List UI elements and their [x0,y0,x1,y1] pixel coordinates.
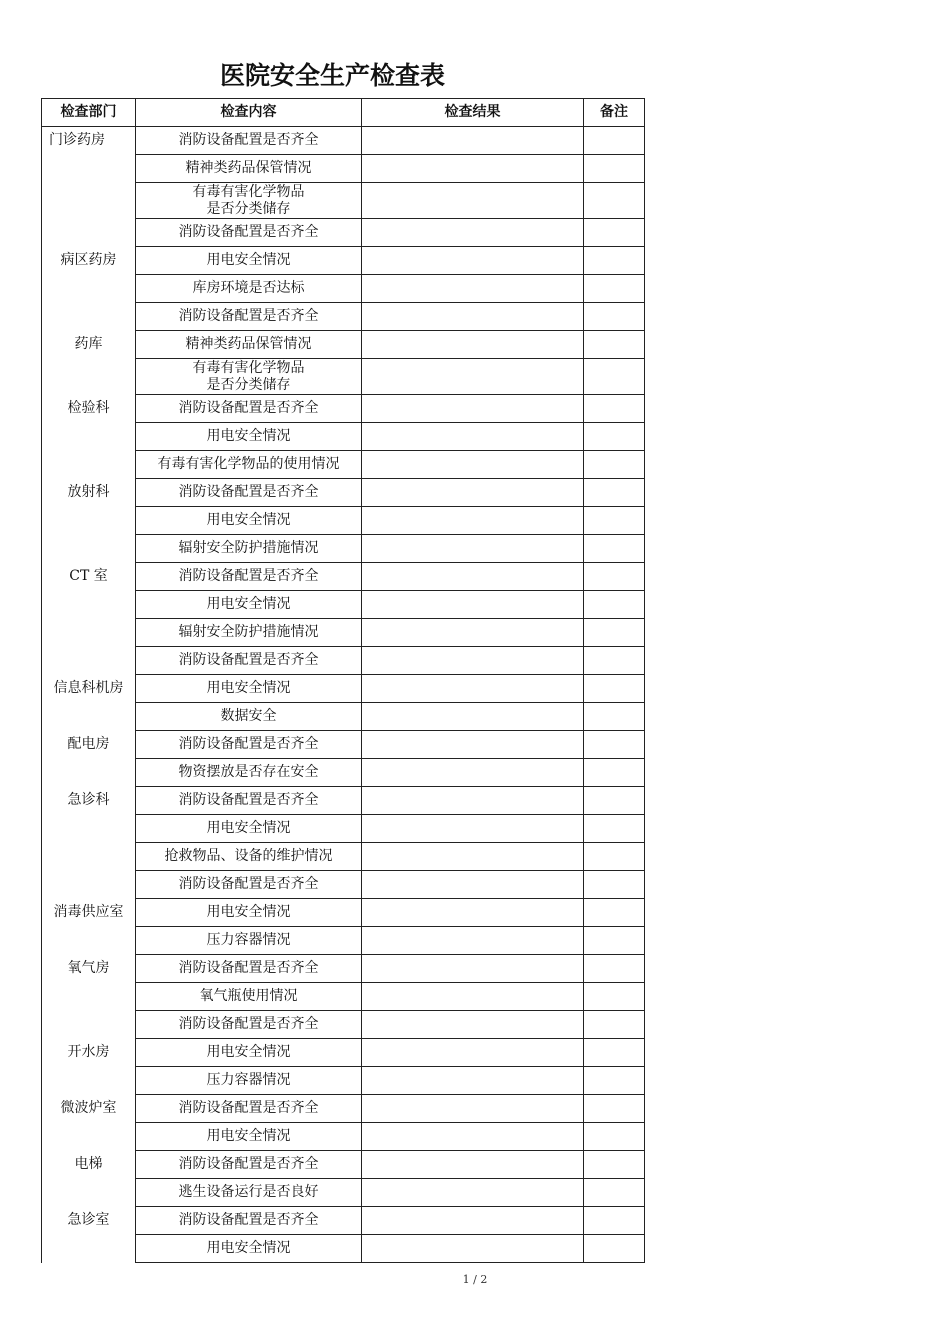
table-row [42,759,645,787]
table-row [42,815,645,843]
department-cell [42,1067,136,1095]
remark-cell[interactable] [584,1067,645,1095]
check-content-cell: 消防设备配置是否齐全 [136,563,362,591]
check-result-cell[interactable] [362,479,584,507]
department-cell: 药库 [42,331,136,359]
check-content-cell: 数据安全 [136,703,362,731]
page-title: 医院安全生产检查表 [220,61,446,90]
table-row [42,1011,645,1039]
check-result-cell[interactable] [362,927,584,955]
check-content-cell: 消防设备配置是否齐全 [136,303,362,331]
table-row [42,563,645,591]
check-result-cell[interactable] [362,703,584,731]
check-content-cell: 压力容器情况 [136,1067,362,1095]
remark-cell[interactable] [584,423,645,451]
remark-cell[interactable] [584,983,645,1011]
check-result-cell[interactable] [362,871,584,899]
table-row [42,619,645,647]
check-content-cell: 消防设备配置是否齐全 [136,787,362,815]
table-row [42,1039,645,1067]
remark-cell[interactable] [584,647,645,675]
department-cell [42,983,136,1011]
check-content-cell: 用电安全情况 [136,423,362,451]
table-row [42,899,645,927]
check-result-cell[interactable] [362,331,584,359]
remark-cell[interactable] [584,1151,645,1179]
remark-cell[interactable] [584,535,645,563]
remark-cell[interactable] [584,479,645,507]
remark-cell[interactable] [584,619,645,647]
check-content-cell: 消防设备配置是否齐全 [136,219,362,247]
header-result: 检查结果 [362,99,584,127]
check-content-cell: 消防设备配置是否齐全 [136,955,362,983]
remark-cell[interactable] [584,219,645,247]
table-row [42,647,645,675]
remark-cell[interactable] [584,1123,645,1151]
check-content-cell: 有毒有害化学物品 是否分类储存 [136,183,362,219]
header-department: 检查部门 [42,99,136,127]
check-content-cell: 精神类药品保管情况 [136,331,362,359]
check-content-cell: 消防设备配置是否齐全 [136,1151,362,1179]
check-content-cell: 有毒有害化学物品 是否分类储存 [136,359,362,395]
table-row [42,1067,645,1095]
department-cell: 急诊科 [42,787,136,815]
check-result-cell[interactable] [362,127,584,155]
table-row [42,535,645,563]
remark-cell[interactable] [584,871,645,899]
remark-cell[interactable] [584,395,645,423]
check-result-cell[interactable] [362,1067,584,1095]
remark-cell[interactable] [584,591,645,619]
check-result-cell[interactable] [362,303,584,331]
check-result-cell[interactable] [362,731,584,759]
check-result-cell[interactable] [362,787,584,815]
inspection-table [41,98,645,1263]
department-cell [42,759,136,787]
check-result-cell[interactable] [362,1123,584,1151]
remark-cell[interactable] [584,1095,645,1123]
check-result-cell[interactable] [362,247,584,275]
department-cell: 检验科 [42,395,136,423]
table-row [42,395,645,423]
department-cell [42,927,136,955]
check-content-cell: 消防设备配置是否齐全 [136,647,362,675]
check-result-cell[interactable] [362,1179,584,1207]
table-row [42,787,645,815]
check-content-cell: 用电安全情况 [136,899,362,927]
remark-cell[interactable] [584,787,645,815]
check-content-cell: 用电安全情况 [136,675,362,703]
remark-cell[interactable] [584,247,645,275]
check-result-cell[interactable] [362,983,584,1011]
department-cell [42,359,136,395]
table-row [42,1151,645,1179]
table-row [42,303,645,331]
header-remark: 备注 [584,99,645,127]
check-result-cell[interactable] [362,451,584,479]
table-row [42,591,645,619]
remark-cell[interactable] [584,703,645,731]
remark-cell[interactable] [584,183,645,219]
check-content-cell: 物资摆放是否存在安全 [136,759,362,787]
table-row [42,247,645,275]
table-row [42,843,645,871]
remark-cell[interactable] [584,899,645,927]
check-result-cell[interactable] [362,563,584,591]
table-row [42,479,645,507]
table-row [42,955,645,983]
check-content-cell: 用电安全情况 [136,1039,362,1067]
table-body [42,127,645,1263]
table-row [42,127,645,155]
check-content-cell: 消防设备配置是否齐全 [136,871,362,899]
check-content-cell: 用电安全情况 [136,1123,362,1151]
check-result-cell[interactable] [362,815,584,843]
table-row [42,1235,645,1263]
department-cell: 消毒供应室 [42,899,136,927]
page-indicator: 1 / 2 [462,1273,488,1286]
check-content-cell: 用电安全情况 [136,591,362,619]
remark-cell[interactable] [584,759,645,787]
check-result-cell[interactable] [362,219,584,247]
table-header-row [42,99,645,127]
table-row [42,1095,645,1123]
remark-cell[interactable] [584,155,645,183]
department-cell [42,619,136,647]
check-result-cell[interactable] [362,955,584,983]
department-cell: CT 室 [42,563,136,591]
check-result-cell[interactable] [362,1235,584,1263]
remark-cell[interactable] [584,815,645,843]
remark-cell[interactable] [584,1179,645,1207]
department-cell: 门诊药房 [42,127,136,155]
check-content-cell: 消防设备配置是否齐全 [136,1095,362,1123]
table-row [42,331,645,359]
check-result-cell[interactable] [362,359,584,395]
check-result-cell[interactable] [362,759,584,787]
table-row [42,155,645,183]
table-row [42,423,645,451]
department-cell: 电梯 [42,1151,136,1179]
department-cell [42,303,136,331]
check-content-cell: 用电安全情况 [136,815,362,843]
table-row [42,1123,645,1151]
table-row [42,927,645,955]
check-content-cell: 逃生设备运行是否良好 [136,1179,362,1207]
remark-cell[interactable] [584,331,645,359]
table-row [42,871,645,899]
check-content-cell: 辐射安全防护措施情况 [136,619,362,647]
check-result-cell[interactable] [362,423,584,451]
check-result-cell[interactable] [362,843,584,871]
table-row [42,451,645,479]
remark-cell[interactable] [584,1011,645,1039]
check-content-cell: 有毒有害化学物品的使用情况 [136,451,362,479]
department-cell [42,155,136,183]
check-content-cell: 辐射安全防护措施情况 [136,535,362,563]
table-row [42,675,645,703]
department-cell [42,275,136,303]
department-cell [42,815,136,843]
remark-cell[interactable] [584,507,645,535]
remark-cell[interactable] [584,127,645,155]
department-cell: 急诊室 [42,1207,136,1235]
remark-cell[interactable] [584,1235,645,1263]
department-cell [42,183,136,219]
department-cell [42,871,136,899]
remark-cell[interactable] [584,303,645,331]
check-result-cell[interactable] [362,1151,584,1179]
table-row [42,1207,645,1235]
table-row [42,275,645,303]
department-cell: 放射科 [42,479,136,507]
department-cell [42,591,136,619]
remark-cell[interactable] [584,1039,645,1067]
department-cell: 配电房 [42,731,136,759]
check-result-cell[interactable] [362,1207,584,1235]
remark-cell[interactable] [584,927,645,955]
department-cell: 开水房 [42,1039,136,1067]
department-cell [42,1179,136,1207]
remark-cell[interactable] [584,843,645,871]
check-result-cell[interactable] [362,1039,584,1067]
department-cell [42,843,136,871]
department-cell [42,1235,136,1263]
check-content-cell: 氧气瓶使用情况 [136,983,362,1011]
check-content-cell: 消防设备配置是否齐全 [136,479,362,507]
check-result-cell[interactable] [362,591,584,619]
table-row [42,1179,645,1207]
check-result-cell[interactable] [362,155,584,183]
department-cell [42,535,136,563]
check-result-cell[interactable] [362,647,584,675]
remark-cell[interactable] [584,955,645,983]
check-result-cell[interactable] [362,183,584,219]
department-cell: 信息科机房 [42,675,136,703]
department-cell: 氧气房 [42,955,136,983]
check-result-cell[interactable] [362,1095,584,1123]
remark-cell[interactable] [584,563,645,591]
department-cell [42,507,136,535]
check-result-cell[interactable] [362,899,584,927]
department-cell: 病区药房 [42,247,136,275]
check-result-cell[interactable] [362,619,584,647]
remark-cell[interactable] [584,451,645,479]
table-row [42,183,645,219]
check-content-cell: 消防设备配置是否齐全 [136,1207,362,1235]
check-content-cell: 库房环境是否达标 [136,275,362,303]
check-content-cell: 压力容器情况 [136,927,362,955]
check-content-cell: 用电安全情况 [136,1235,362,1263]
department-cell [42,1011,136,1039]
check-result-cell[interactable] [362,507,584,535]
check-content-cell: 精神类药品保管情况 [136,155,362,183]
check-content-cell: 用电安全情况 [136,247,362,275]
remark-cell[interactable] [584,675,645,703]
department-cell [42,647,136,675]
check-content-cell: 消防设备配置是否齐全 [136,731,362,759]
check-content-cell: 用电安全情况 [136,507,362,535]
table-row [42,983,645,1011]
table-row [42,507,645,535]
department-cell [42,423,136,451]
table-row [42,731,645,759]
department-cell [42,703,136,731]
check-result-cell[interactable] [362,1011,584,1039]
check-content-cell: 消防设备配置是否齐全 [136,395,362,423]
remark-cell[interactable] [584,1207,645,1235]
department-cell [42,219,136,247]
check-result-cell[interactable] [362,675,584,703]
table-row [42,219,645,247]
check-result-cell[interactable] [362,275,584,303]
check-result-cell[interactable] [362,395,584,423]
remark-cell[interactable] [584,731,645,759]
check-content-cell: 消防设备配置是否齐全 [136,127,362,155]
check-content-cell: 消防设备配置是否齐全 [136,1011,362,1039]
table-row [42,703,645,731]
check-content-cell: 抢救物品、设备的维护情况 [136,843,362,871]
department-cell [42,451,136,479]
header-content: 检查内容 [136,99,362,127]
table-row [42,359,645,395]
department-cell: 微波炉室 [42,1095,136,1123]
remark-cell[interactable] [584,359,645,395]
remark-cell[interactable] [584,275,645,303]
check-result-cell[interactable] [362,535,584,563]
department-cell [42,1123,136,1151]
